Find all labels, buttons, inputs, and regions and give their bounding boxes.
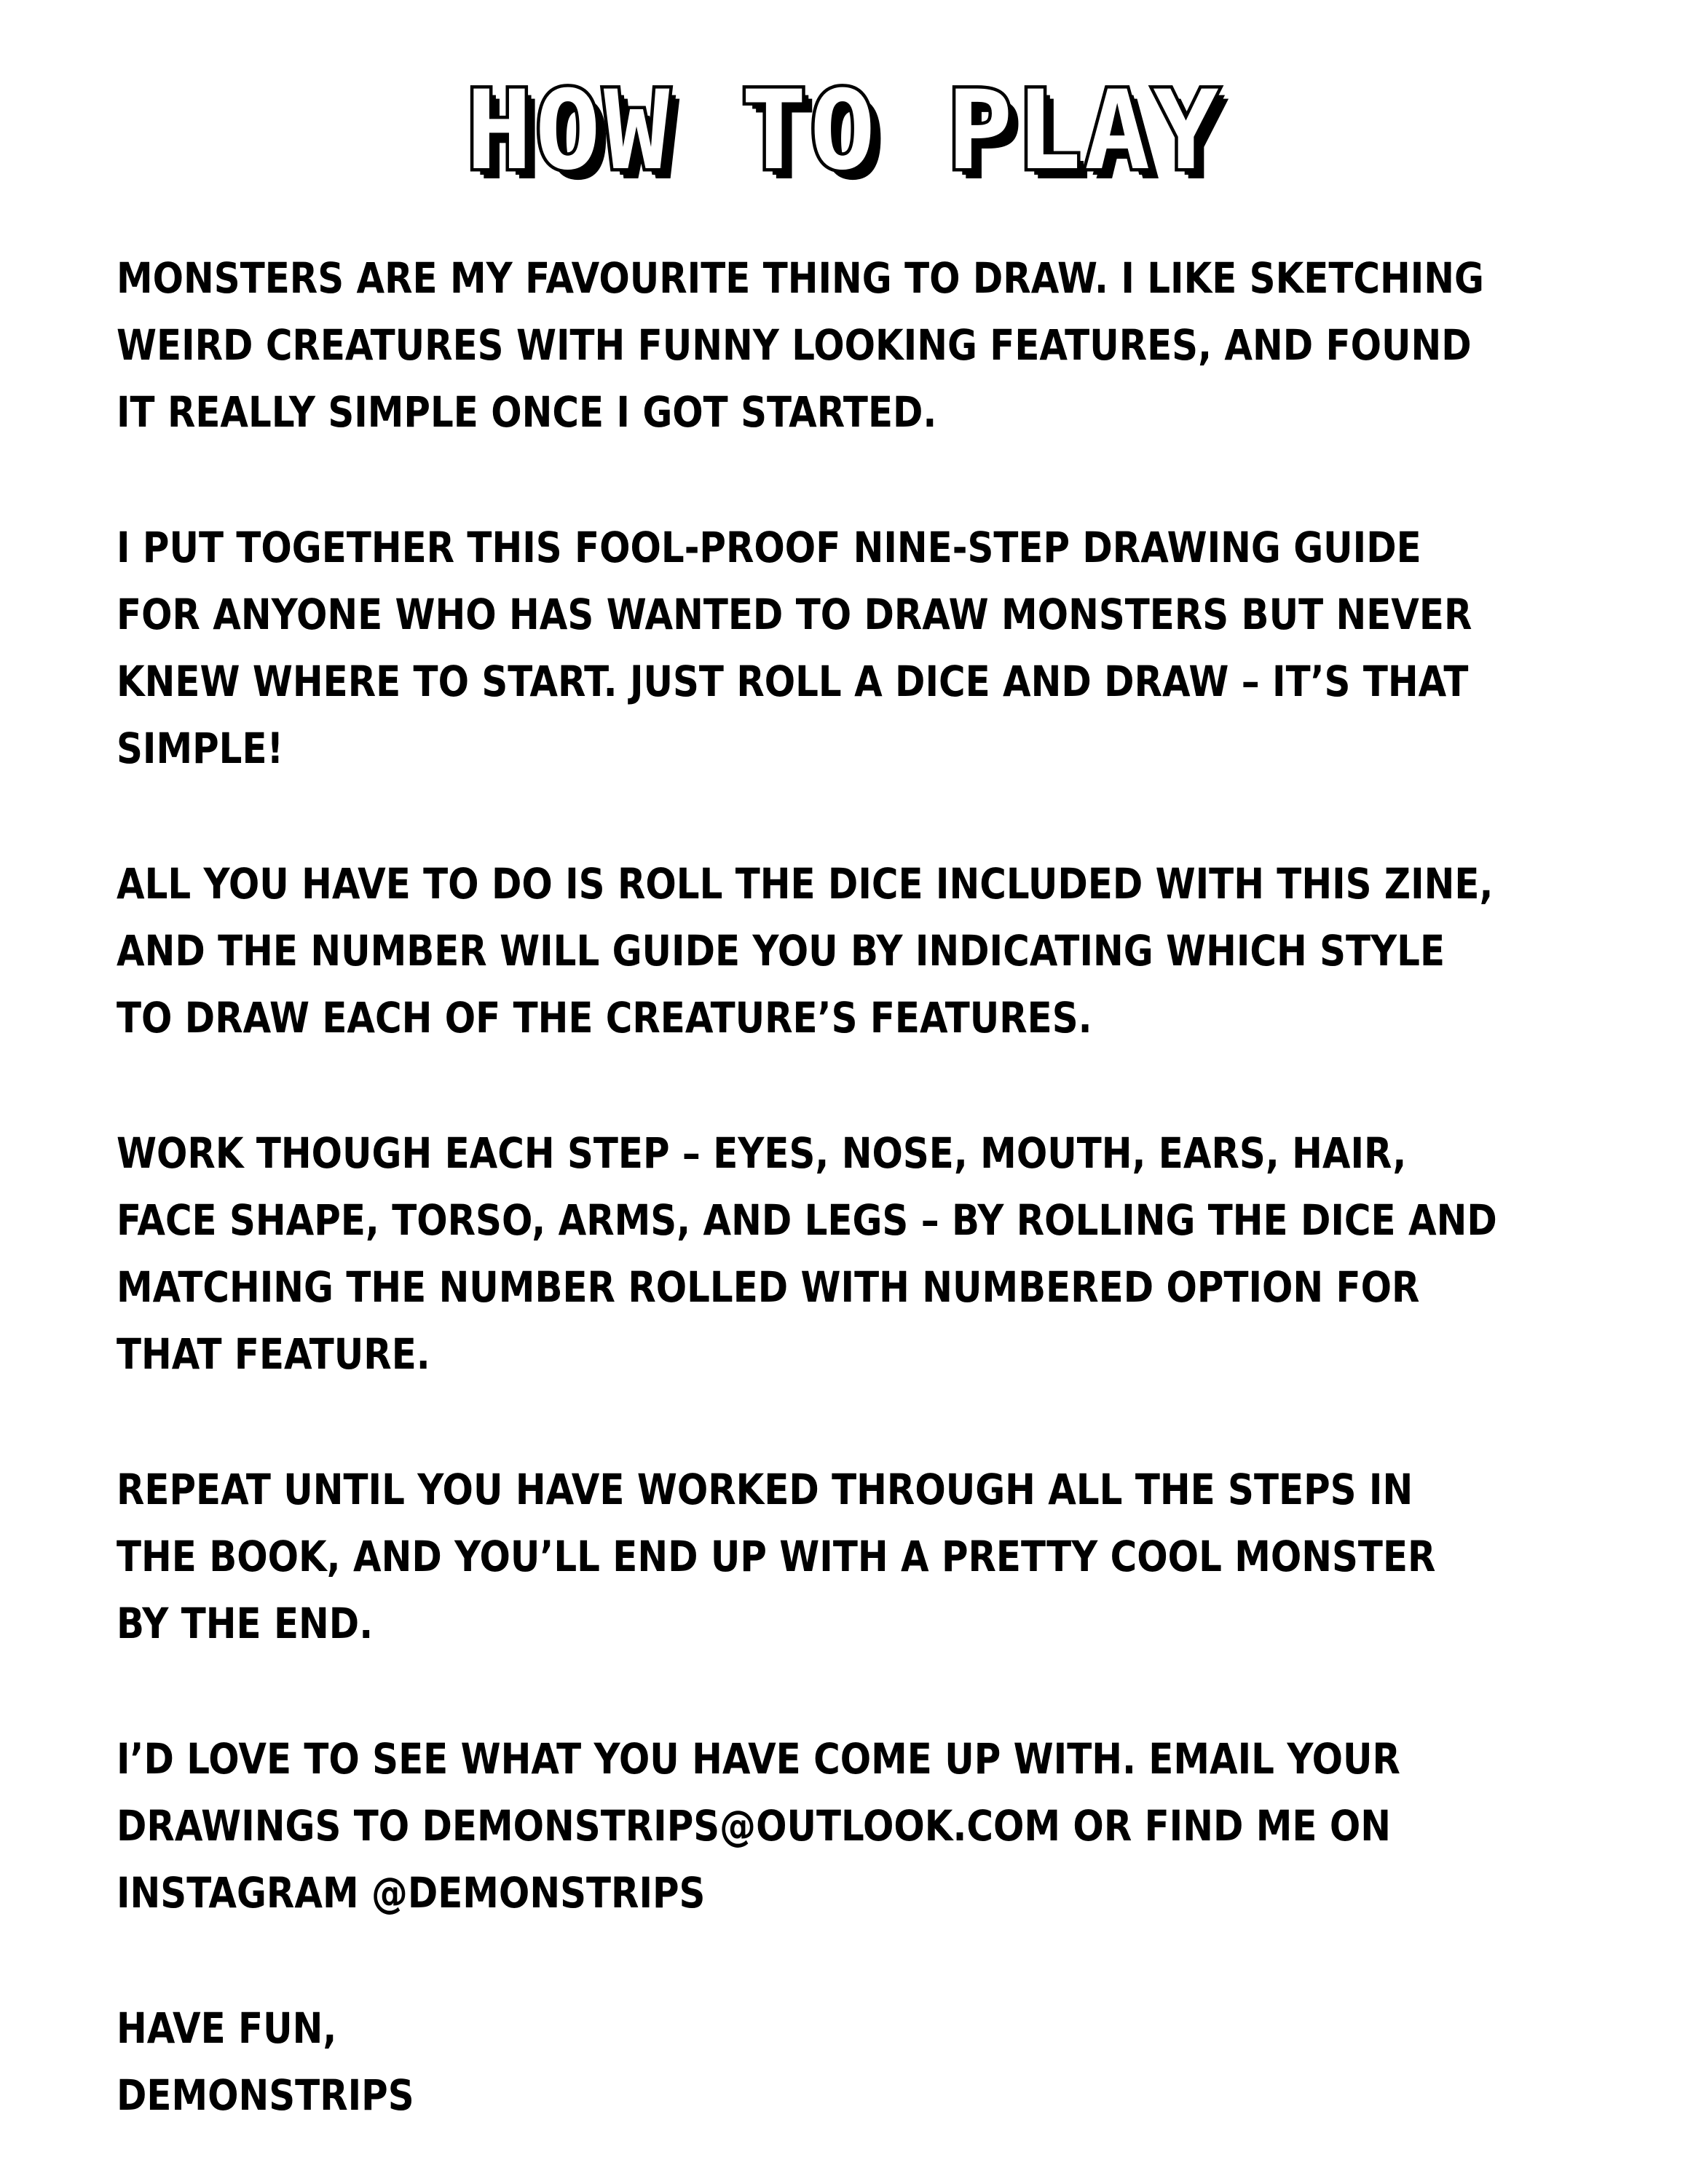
signoff [117,1995,1576,2129]
text-line: MONSTERS ARE MY FAVOURITE THING TO DRAW. I LIKE SKETCHING [117,253,1484,303]
text-line: WEIRD CREATURES WITH FUNNY LOOKING FEATURES, AND FOUND [117,320,1472,370]
text-line: INSTAGRAM @DEMONSTRIPS [117,1868,706,1918]
text-line: IT REALLY SIMPLE ONCE I GOT STARTED. [117,387,937,437]
text-line: REPEAT UNTIL YOU HAVE WORKED THROUGH ALL THE STEPS IN [117,1465,1413,1514]
text-line: I’D LOVE TO SEE WHAT YOU HAVE COME UP WITH. EMAIL YOUR [117,1734,1400,1784]
paragraph-intro [117,245,1576,446]
text-line: WORK THOUGH EACH STEP – EYES, NOSE, MOUTH, EARS, HAIR, [117,1128,1407,1178]
text-line: FOR ANYONE WHO HAS WANTED TO DRAW MONSTERS BUT NEVER [117,590,1472,639]
paragraph-steps [117,1120,1576,1388]
text-line: KNEW WHERE TO START. JUST ROLL A DICE AND DRAW – IT’S THAT [117,657,1469,706]
text-line: I PUT TOGETHER THIS FOOL-PROOF NINE-STEP DRAWING GUIDE [117,523,1421,572]
paragraph-contact [117,1725,1576,1926]
text-line: THAT FEATURE. [117,1329,430,1379]
paragraph-dice [117,850,1576,1051]
title-container [0,68,1688,194]
text-line: AND THE NUMBER WILL GUIDE YOU BY INDICATING WHICH STYLE [117,926,1446,976]
paragraph-guide [117,514,1576,782]
text-line: FACE SHAPE, TORSO, ARMS, AND LEGS – BY ROLLING THE DICE AND [117,1195,1497,1245]
text-line: DRAWINGS TO DEMONSTRIPS@OUTLOOK.COM OR FIND ME ON [117,1801,1391,1851]
text-line: SIMPLE! [117,724,284,773]
instructions-body [117,245,1580,2129]
paragraph-repeat [117,1456,1576,1657]
signoff-author: DEMONSTRIPS [117,2070,414,2120]
text-line: TO DRAW EACH OF THE CREATURE’S FEATURES. [117,993,1092,1042]
text-line: BY THE END. [117,1599,374,1648]
signoff-closing: HAVE FUN, [117,2003,337,2053]
text-line: ALL YOU HAVE TO DO IS ROLL THE DICE INCLUDED WITH THIS ZINE, [117,859,1494,909]
page-title: HOW TO PLAY [466,68,1222,194]
text-line: THE BOOK, AND YOU’LL END UP WITH A PRETTY COOL MONSTER [117,1532,1436,1581]
text-line: MATCHING THE NUMBER ROLLED WITH NUMBERED OPTION FOR [117,1262,1420,1312]
